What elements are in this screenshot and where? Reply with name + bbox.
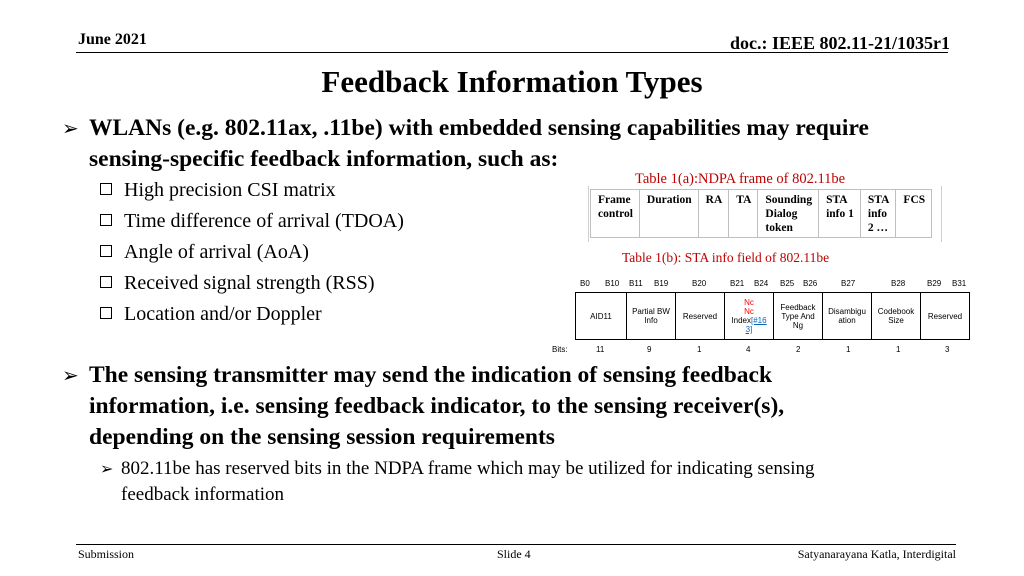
bullet1-line1: WLANs (e.g. 802.11ax, .11be) with embedded sensing capabilities may require [89, 115, 869, 141]
bit-position-label: B0 [580, 279, 590, 288]
sub-bullet-reserved-bits [100, 456, 920, 508]
table-b-caption: Table 1(b): STA info field of 802.11be [622, 250, 830, 265]
bit-count: 1 [896, 345, 901, 354]
table-cell-duration: Duration [639, 190, 698, 238]
field-codebook-size: Codebook Size [871, 293, 920, 339]
footer-submission: Submission [78, 547, 135, 561]
bit-position-label: B19 [654, 279, 669, 288]
table-cell-frame-control: Frame control [591, 190, 640, 238]
bit-position-label: B21 [730, 279, 745, 288]
table-cell-ra: RA [698, 190, 729, 238]
footer-author: Satyanarayana Katla, Interdigital [797, 547, 956, 561]
slide-title: Feedback Information Types [321, 64, 703, 99]
list-item: Angle of arrival (AoA) [100, 237, 309, 268]
sub-bullet-line1: 802.11be has reserved bits in the NDPA frame which may be utilized for indicating sensing [121, 458, 815, 479]
bit-position-label: B20 [692, 279, 707, 288]
bit-count: 1 [846, 345, 851, 354]
header-date: June 2021 [78, 31, 147, 48]
bullet2-line3: depending on the sensing session requirements [89, 424, 555, 450]
checkbox-bullet-icon [100, 276, 112, 288]
bit-position-label: B25 [780, 279, 795, 288]
bit-position-label: B28 [891, 279, 906, 288]
header-divider [76, 52, 948, 53]
field-disambiguation: Disambigu ation [822, 293, 871, 339]
footer-divider [76, 544, 956, 545]
field-partial-bw-info: Partial BW Info [626, 293, 675, 339]
list-item: Location and/or Doppler [100, 299, 322, 330]
field-reserved: Reserved [675, 293, 724, 339]
sub-bullet-line2: feedback information [121, 484, 285, 505]
table-cell-fcs: FCS [896, 190, 932, 238]
bit-position-label: B29 [927, 279, 942, 288]
field-nc-index: Nc Nc Index[#16 3] [724, 293, 773, 339]
arrow-bullet-icon: ➢ [62, 116, 79, 140]
list-item: High precision CSI matrix [100, 175, 336, 206]
bullet1-line2: sensing-specific feedback information, such as: [89, 146, 559, 172]
bit-count: 4 [746, 345, 751, 354]
sta-info-field-table [575, 292, 970, 340]
bit-count: 11 [596, 345, 605, 354]
footer-slide-number: Slide 4 [497, 547, 531, 561]
bullet2-line2: information, i.e. sensing feedback indicator, to the sensing receiver(s), [89, 393, 785, 419]
table-cell-sounding-dialog-token: Sounding Dialog token [758, 190, 819, 238]
checkbox-bullet-icon [100, 245, 112, 257]
arrow-bullet-icon: ➢ [100, 459, 114, 478]
table-cell-ta: TA [729, 190, 758, 238]
table-a-caption: Table 1(a):NDPA frame of 802.11be [635, 171, 846, 187]
bit-position-label: B11 [629, 279, 643, 288]
bit-count: 2 [796, 345, 801, 354]
table-cell-sta-info-1: STA info 1 [819, 190, 861, 238]
table-cell-sta-info-2: STA info 2 … [860, 190, 896, 238]
arrow-bullet-icon: ➢ [62, 363, 79, 387]
field-aid11: AID11 [590, 311, 612, 321]
bullet-sensing-transmitter [62, 360, 962, 453]
list-item: Received signal strength (RSS) [100, 268, 375, 299]
bit-position-label: B10 [605, 279, 620, 288]
bit-count: 1 [697, 345, 702, 354]
field-feedback-type-ng: Feedback Type And Ng [773, 293, 822, 339]
bit-count: 9 [647, 345, 652, 354]
bit-count: 3 [945, 345, 950, 354]
bit-position-label: B27 [841, 279, 856, 288]
ndpa-frame-table [590, 189, 932, 238]
bit-position-label: B24 [754, 279, 769, 288]
checkbox-bullet-icon [100, 307, 112, 319]
checkbox-bullet-icon [100, 214, 112, 226]
bits-label: Bits: [552, 345, 568, 354]
list-item: Time difference of arrival (TDOA) [100, 206, 404, 237]
bit-position-label: B31 [952, 279, 967, 288]
table-row [591, 190, 932, 238]
header-doc-id: doc.: IEEE 802.11-21/1035r1 [729, 33, 950, 53]
bullet-wlan-sensing [62, 113, 962, 175]
checkbox-bullet-icon [100, 183, 112, 195]
field-reserved: Reserved [920, 293, 969, 339]
bit-position-label: B26 [803, 279, 818, 288]
bullet2-line1: The sensing transmitter may send the indication of sensing feedback [89, 362, 773, 388]
